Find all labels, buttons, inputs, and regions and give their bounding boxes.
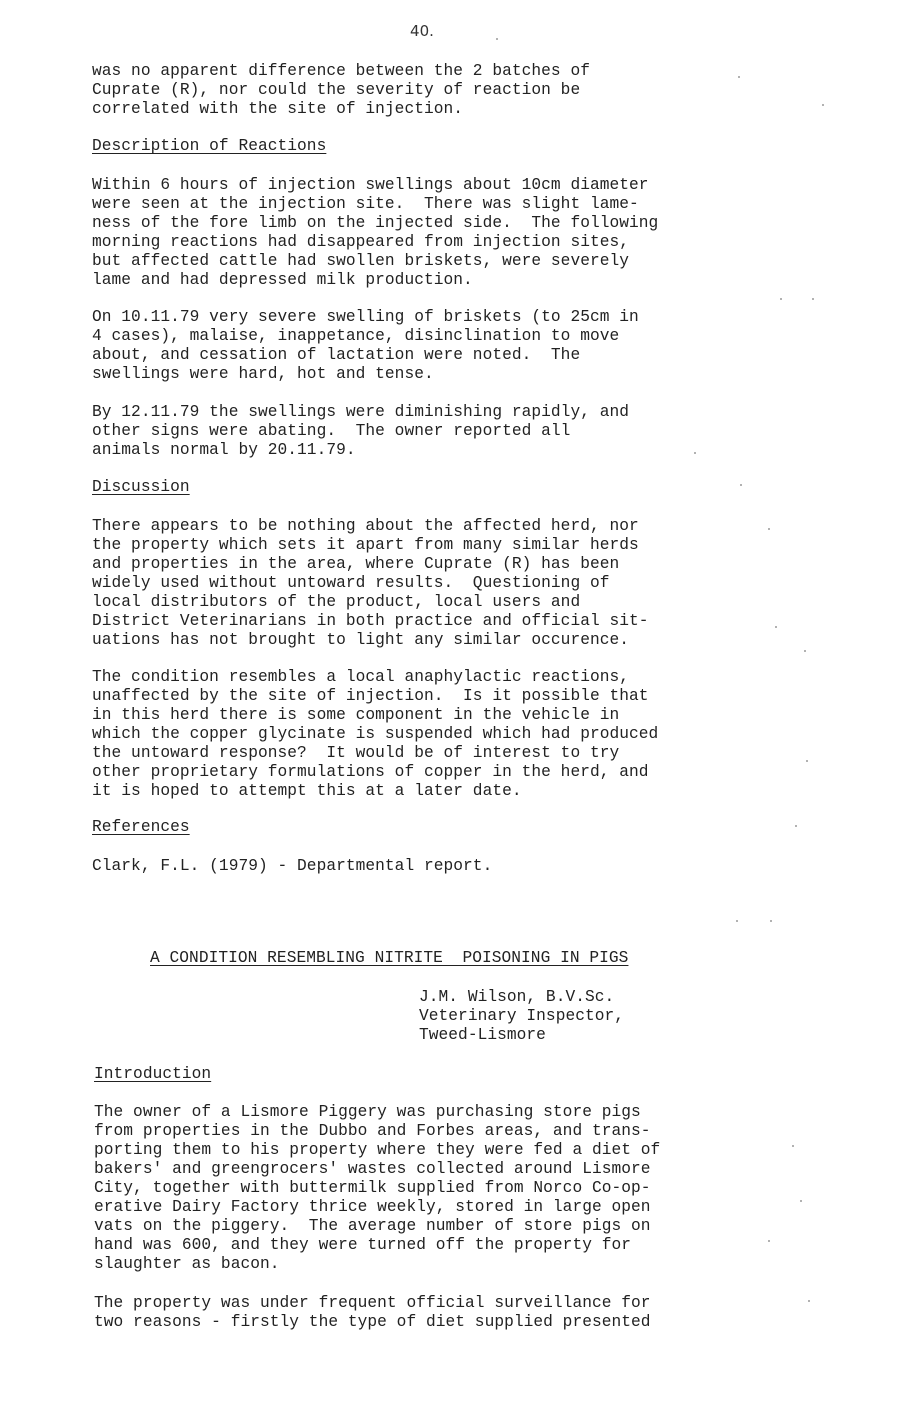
text-line: swellings were hard, hot and tense. [92, 365, 434, 383]
text-line: The owner of a Lismore Piggery was purchasing store pigs [94, 1103, 641, 1121]
scan-speck [795, 825, 797, 827]
section-heading-discussion: Discussion [92, 478, 190, 496]
description-paragraph-2 [92, 308, 639, 384]
text-line: On 10.11.79 very severe swelling of briskets (to 25cm in [92, 308, 639, 326]
text-line: uations has not brought to light any similar occurence. [92, 631, 630, 649]
scan-speck [496, 38, 498, 40]
introduction-paragraph-1 [94, 1103, 660, 1274]
scan-speck [800, 1200, 802, 1202]
text-line: and properties in the area, where Cuprate (R) has been [92, 555, 620, 573]
text-line: District Veterinarians in both practice and official sit- [92, 612, 649, 630]
scan-speck [736, 920, 738, 922]
text-line: but affected cattle had swollen briskets, were severely [92, 252, 630, 270]
text-line: City, together with buttermilk supplied from Norco Co-op- [94, 1179, 651, 1197]
references-list [92, 857, 492, 876]
author-name: J.M. Wilson, B.V.Sc. [419, 988, 615, 1006]
text-line: from properties in the Dubbo and Forbes areas, and trans- [94, 1122, 651, 1140]
text-line: were seen at the injection site. There was slight lame- [92, 195, 639, 213]
text-line: 4 cases), malaise, inappetance, disinclination to move [92, 327, 620, 345]
description-paragraph-3 [92, 403, 629, 460]
author-location: Tweed-Lismore [419, 1026, 546, 1044]
text-line: was no apparent difference between the 2 batches of [92, 62, 590, 80]
text-line: which the copper glycinate is suspended which had produced [92, 725, 659, 743]
section-heading-description: Description of Reactions [92, 137, 327, 155]
scan-speck [694, 452, 696, 454]
scan-speck [780, 298, 782, 300]
continuation-paragraph [92, 62, 590, 119]
text-line: in this herd there is some component in the vehicle in [92, 706, 620, 724]
scan-speck [822, 104, 824, 106]
scan-speck [768, 528, 770, 530]
text-line: slaughter as bacon. [94, 1255, 280, 1273]
text-line: correlated with the site of injection. [92, 100, 464, 118]
introduction-paragraph-2 [94, 1294, 651, 1332]
section-heading-references: References [92, 818, 190, 836]
text-line: unaffected by the site of injection. Is it possible that [92, 687, 649, 705]
discussion-paragraph-1 [92, 517, 649, 650]
scan-speck [770, 920, 772, 922]
description-paragraph-1 [92, 176, 658, 290]
text-line: The property was under frequent official surveillance for [94, 1294, 651, 1312]
scan-speck [808, 1300, 810, 1302]
text-line: Within 6 hours of injection swellings about 10cm diameter [92, 176, 649, 194]
text-line: other signs were abating. The owner reported all [92, 422, 571, 440]
text-line: porting them to his property where they were fed a diet of [94, 1141, 661, 1159]
scan-speck [812, 298, 814, 300]
scan-speck [738, 76, 740, 78]
scan-speck [804, 650, 806, 652]
scan-speck [775, 626, 777, 628]
discussion-paragraph-2 [92, 668, 658, 801]
scan-speck [740, 484, 742, 486]
text-line: two reasons - firstly the type of diet supplied presented [94, 1313, 651, 1331]
text-line: local distributors of the product, local users and [92, 593, 581, 611]
scan-speck [792, 1145, 794, 1147]
text-line: other proprietary formulations of copper in the herd, and [92, 763, 649, 781]
text-line: morning reactions had disappeared from injection sites, [92, 233, 630, 251]
text-line: bakers' and greengrocers' wastes collected around Lismore [94, 1160, 651, 1178]
text-line: There appears to be nothing about the affected herd, nor [92, 517, 639, 535]
author-position: Veterinary Inspector, [419, 1007, 625, 1025]
text-line: lame and had depressed milk production. [92, 271, 473, 289]
text-line: erative Dairy Factory thrice weekly, stored in large open [94, 1198, 651, 1216]
text-line: vats on the piggery. The average number of store pigs on [94, 1217, 651, 1235]
text-line: ness of the fore limb on the injected side. The following [92, 214, 659, 232]
text-line: the untoward response? It would be of interest to try [92, 744, 620, 762]
section-heading-introduction: Introduction [94, 1065, 212, 1083]
text-line: about, and cessation of lactation were noted. The [92, 346, 581, 364]
text-line: animals normal by 20.11.79. [92, 441, 356, 459]
page-number: 40. [410, 22, 435, 40]
scan-speck [806, 760, 808, 762]
text-line: it is hoped to attempt this at a later date. [92, 782, 522, 800]
text-line: the property which sets it apart from many similar herds [92, 536, 639, 554]
article-title: A CONDITION RESEMBLING NITRITE POISONING IN PIGS [150, 949, 629, 967]
text-line: The condition resembles a local anaphylactic reactions, [92, 668, 630, 686]
text-line: widely used without untoward results. Questioning of [92, 574, 610, 592]
text-line: Cuprate (R), nor could the severity of reaction be [92, 81, 581, 99]
text-line: By 12.11.79 the swellings were diminishing rapidly, and [92, 403, 630, 421]
reference-item: Clark, F.L. (1979) - Departmental report. [92, 857, 493, 875]
text-line: hand was 600, and they were turned off the property for [94, 1236, 632, 1254]
author-block [419, 988, 624, 1045]
scan-speck [768, 1240, 770, 1242]
